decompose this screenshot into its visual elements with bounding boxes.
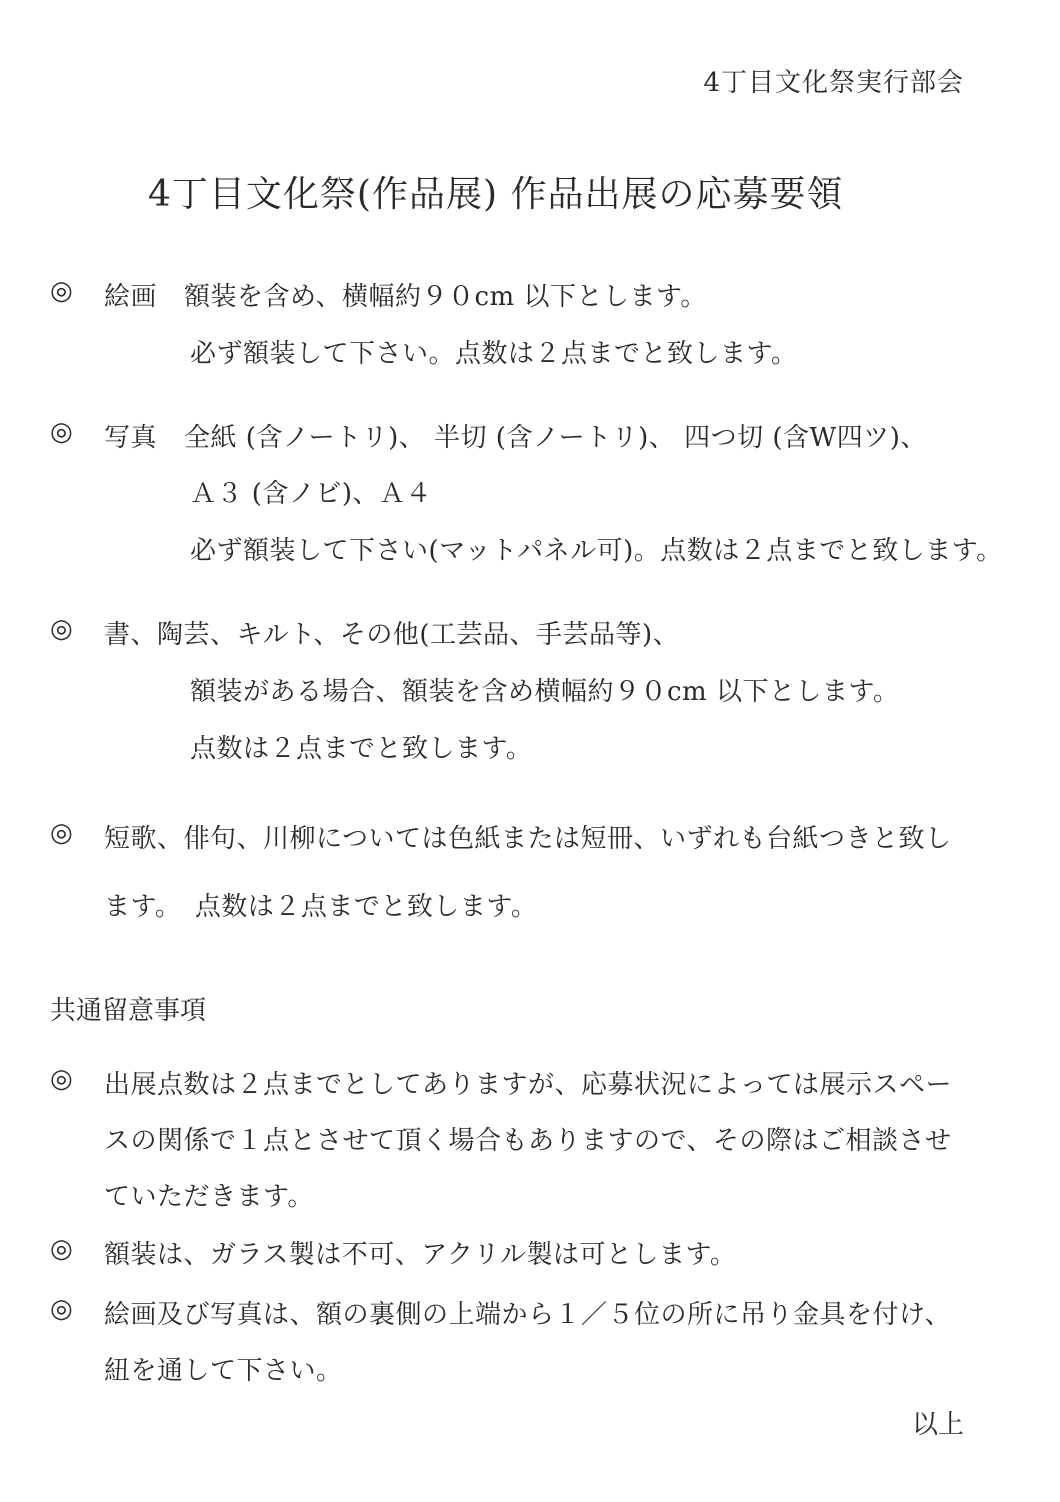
bullet-mark: ◎	[50, 818, 73, 848]
photo-line-1: 全紙 (含ノートリ)、 半切 (含ノートリ)、 四つ切 (含W四ツ)、	[184, 423, 927, 453]
crafts-line-1: 書、陶芸、キルト、その他(工芸品、手芸品等)、	[104, 620, 680, 650]
bullet-mark: ◎	[50, 276, 73, 306]
bullet-mark: ◎	[50, 614, 73, 644]
poetry-line-2: ます。 点数は２点までと致します。	[104, 892, 538, 922]
bullet-mark: ◎	[50, 417, 73, 447]
closing-text: 以上	[911, 1410, 964, 1440]
crafts-line-3: 点数は２点までと致します。	[190, 734, 533, 764]
note-3-line-1: 絵画及び写真は、額の裏側の上端から１／５位の所に吊り金具を付け、	[104, 1300, 951, 1330]
note-1-line-1: 出展点数は２点までとしてありますが、応募状況によっては展示スペー	[104, 1070, 953, 1100]
note-2-line-1: 額装は、ガラス製は不可、アクリル製は可とします。	[104, 1240, 737, 1270]
note-1-line-3: ていただきます。	[104, 1182, 314, 1212]
crafts-line-2: 額装がある場合、額装を含め横幅約９０cm 以下とします。	[190, 677, 900, 707]
painting-line-1: 額装を含め、横幅約９０cm 以下とします。	[184, 282, 707, 312]
note-3-line-2: 紐を通して下さい。	[104, 1356, 343, 1386]
bullet-mark: ◎	[50, 1234, 73, 1264]
bullet-mark: ◎	[50, 1294, 73, 1324]
painting-category: 絵画	[104, 282, 158, 312]
bullet-mark: ◎	[50, 1064, 73, 1094]
poetry-line-1: 短歌、俳句、川柳については色紙または短冊、いずれも台紙つきと致し	[104, 824, 952, 854]
photo-line-3: 必ず額装して下さい(マットパネル可)。点数は２点までと致します。	[190, 536, 1003, 566]
common-notes-heading: 共通留意事項	[50, 996, 207, 1026]
photo-line-2: Ａ３ (含ノビ)、Ａ４	[190, 479, 433, 509]
organizer-name: 4丁目文化祭実行部会	[703, 68, 964, 98]
note-1-line-2: スの関係で１点とさせて頂く場合もありますので、その際はご相談させ	[104, 1126, 952, 1156]
page-title: 4丁目文化祭(作品展) 作品出展の応募要領	[148, 174, 844, 215]
painting-line-2: 必ず額装して下さい。点数は２点までと致します。	[190, 339, 798, 369]
photo-category: 写真	[104, 423, 158, 453]
